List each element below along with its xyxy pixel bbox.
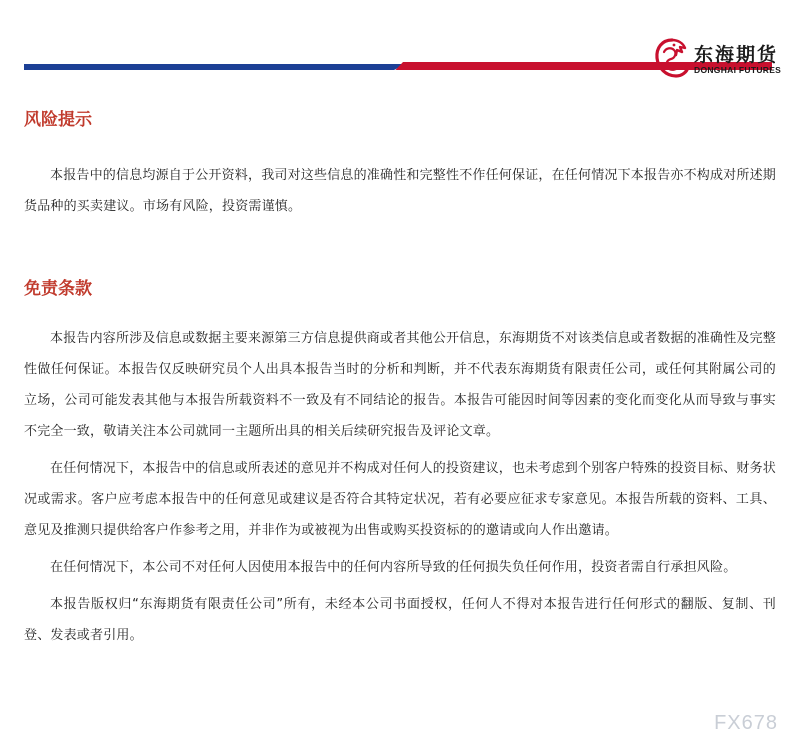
logo-chinese-name: 东海期货 xyxy=(694,44,779,66)
page-header xyxy=(0,0,800,90)
disclaimer-paragraph: 在任何情况下，本报告中的信息或所表述的意见并不构成对任何人的投资建议，也未考虑到个别客户特殊的投资目标、财务状况或需求。客户应考虑本报告中的任何意见或建议是否符合其特定状况，若有必要应征求专家意见。本报告所载的资料、工具、意见及推测只提供给客户作参考之用，并非作为或被视为出售或购买投资标的的邀请或向人作出邀请。 xyxy=(24,461,777,538)
donghai-logo xyxy=(652,36,798,80)
header-bar-blue xyxy=(24,64,405,70)
risk-section-body xyxy=(24,160,776,222)
disclaimer-section-title: 免责条款 xyxy=(24,279,92,299)
disclaimer-paragraph: 在任何情况下，本公司不对任何人因使用本报告中的任何内容所导致的任何损失负任何作用，投资者需自行承担风险。 xyxy=(50,560,737,575)
risk-paragraph: 本报告中的信息均源自于公开资料，我司对这些信息的准确性和完整性不作任何保证，在任何情况下本报告亦不构成对所述期货品种的买卖建议。市场有风险，投资需谨慎。 xyxy=(24,168,777,214)
dragon-logo-icon xyxy=(652,36,692,80)
disclaimer-paragraph: 本报告版权归“东海期货有限责任公司”所有，未经本公司书面授权，任何人不得对本报告进行任何形式的翻版、复制、刊登、发表或者引用。 xyxy=(24,597,776,643)
disclaimer-paragraph: 本报告内容所涉及信息或数据主要来源第三方信息提供商或者其他公开信息，东海期货不对该类信息或者数据的准确性及完整性做任何保证。本报告仅反映研究员个人出具本报告当时的分析和判断，并不代表东海期货有限责任公司，或任何其附属公司的立场，公司可能发表其他与本报告所载资料不一致及有不同结论的报告。本报告可能因时间等因素的变化而变化从而导致与事实不完全一致，敬请关注本公司就同一主题所出具的相关后续研究报告及评论文章。 xyxy=(24,331,777,439)
document-body xyxy=(24,108,776,651)
logo-english-name: DONGHAI FUTURES xyxy=(694,65,782,75)
risk-section-title: 风险提示 xyxy=(24,110,92,130)
disclaimer-section-body xyxy=(24,323,776,651)
fx678-watermark: FX678 xyxy=(714,712,778,734)
